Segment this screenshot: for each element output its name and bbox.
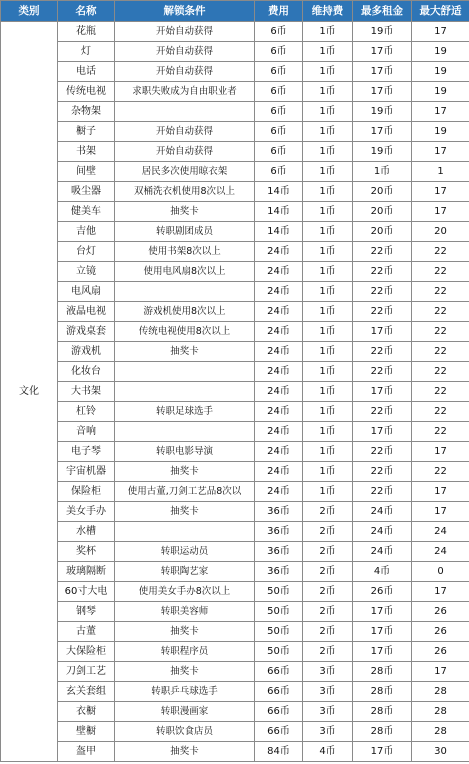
cost-cell: 6币 bbox=[255, 62, 303, 82]
table-row bbox=[1, 342, 469, 362]
upkeep-cell: 4币 bbox=[303, 742, 353, 762]
cost-cell: 36币 bbox=[255, 562, 303, 582]
max-comfort-cell: 17 bbox=[412, 662, 469, 682]
item-name-cell: 书架 bbox=[58, 142, 115, 162]
unlock-condition-cell bbox=[115, 282, 255, 302]
unlock-condition-cell: 抽奖卡 bbox=[115, 342, 255, 362]
header-cost: 费用 bbox=[255, 1, 303, 22]
item-name-cell: 大书架 bbox=[58, 382, 115, 402]
max-rent-cell: 17币 bbox=[353, 42, 412, 62]
upkeep-cell: 1币 bbox=[303, 422, 353, 442]
table-row bbox=[1, 662, 469, 682]
upkeep-cell: 3币 bbox=[303, 722, 353, 742]
unlock-condition-cell: 开始自动获得 bbox=[115, 142, 255, 162]
max-rent-cell: 22币 bbox=[353, 242, 412, 262]
table-row bbox=[1, 602, 469, 622]
table-row bbox=[1, 682, 469, 702]
table-row bbox=[1, 422, 469, 442]
category-cell: 文化 bbox=[1, 22, 58, 762]
upkeep-cell: 2币 bbox=[303, 522, 353, 542]
max-rent-cell: 17币 bbox=[353, 82, 412, 102]
table-row bbox=[1, 242, 469, 262]
unlock-condition-cell bbox=[115, 422, 255, 442]
unlock-condition-cell: 转职足球选手 bbox=[115, 402, 255, 422]
cost-cell: 24币 bbox=[255, 362, 303, 382]
max-rent-cell: 17币 bbox=[353, 382, 412, 402]
upkeep-cell: 2币 bbox=[303, 642, 353, 662]
item-name-cell: 美女手办 bbox=[58, 502, 115, 522]
item-name-cell: 宇宙机器 bbox=[58, 462, 115, 482]
max-comfort-cell: 22 bbox=[412, 262, 469, 282]
max-rent-cell: 22币 bbox=[353, 342, 412, 362]
item-name-cell: 水槽 bbox=[58, 522, 115, 542]
table-row bbox=[1, 182, 469, 202]
max-rent-cell: 24币 bbox=[353, 502, 412, 522]
item-name-cell: 保险柜 bbox=[58, 482, 115, 502]
table-body bbox=[1, 22, 469, 762]
table-row bbox=[1, 202, 469, 222]
table-row bbox=[1, 302, 469, 322]
max-comfort-cell: 26 bbox=[412, 642, 469, 662]
table-row bbox=[1, 742, 469, 762]
upkeep-cell: 2币 bbox=[303, 602, 353, 622]
cost-cell: 6币 bbox=[255, 142, 303, 162]
item-name-cell: 玄关套组 bbox=[58, 682, 115, 702]
upkeep-cell: 2币 bbox=[303, 502, 353, 522]
item-name-cell: 玻璃隔断 bbox=[58, 562, 115, 582]
unlock-condition-cell: 抽奖卡 bbox=[115, 662, 255, 682]
upkeep-cell: 1币 bbox=[303, 262, 353, 282]
item-name-cell: 奖杯 bbox=[58, 542, 115, 562]
unlock-condition-cell: 传统电视使用8次以上 bbox=[115, 322, 255, 342]
max-comfort-cell: 24 bbox=[412, 542, 469, 562]
max-rent-cell: 20币 bbox=[353, 202, 412, 222]
max-rent-cell: 17币 bbox=[353, 742, 412, 762]
unlock-condition-cell: 转职饮食店员 bbox=[115, 722, 255, 742]
max-rent-cell: 20币 bbox=[353, 222, 412, 242]
max-comfort-cell: 22 bbox=[412, 242, 469, 262]
unlock-condition-cell: 求职失败成为自由职业者 bbox=[115, 82, 255, 102]
max-comfort-cell: 17 bbox=[412, 22, 469, 42]
item-name-cell: 传统电视 bbox=[58, 82, 115, 102]
cost-cell: 50币 bbox=[255, 582, 303, 602]
max-comfort-cell: 17 bbox=[412, 502, 469, 522]
table-row bbox=[1, 522, 469, 542]
upkeep-cell: 1币 bbox=[303, 142, 353, 162]
max-rent-cell: 19币 bbox=[353, 22, 412, 42]
item-name-cell: 杂物架 bbox=[58, 102, 115, 122]
max-rent-cell: 28币 bbox=[353, 682, 412, 702]
cost-cell: 6币 bbox=[255, 162, 303, 182]
max-comfort-cell: 26 bbox=[412, 622, 469, 642]
unlock-condition-cell: 转职漫画家 bbox=[115, 702, 255, 722]
unlock-condition-cell: 使用书架8次以上 bbox=[115, 242, 255, 262]
unlock-condition-cell: 使用美女手办8次以上 bbox=[115, 582, 255, 602]
max-comfort-cell: 24 bbox=[412, 522, 469, 542]
header-name: 名称 bbox=[58, 1, 115, 22]
upkeep-cell: 1币 bbox=[303, 322, 353, 342]
max-rent-cell: 26币 bbox=[353, 582, 412, 602]
max-rent-cell: 22币 bbox=[353, 362, 412, 382]
unlock-condition-cell: 抽奖卡 bbox=[115, 502, 255, 522]
max-rent-cell: 22币 bbox=[353, 482, 412, 502]
upkeep-cell: 3币 bbox=[303, 682, 353, 702]
upkeep-cell: 1币 bbox=[303, 42, 353, 62]
max-comfort-cell: 17 bbox=[412, 582, 469, 602]
table-row bbox=[1, 162, 469, 182]
max-rent-cell: 1币 bbox=[353, 162, 412, 182]
item-name-cell: 壁橱 bbox=[58, 722, 115, 742]
upkeep-cell: 1币 bbox=[303, 342, 353, 362]
upkeep-cell: 1币 bbox=[303, 122, 353, 142]
max-rent-cell: 17币 bbox=[353, 422, 412, 442]
item-name-cell: 60寸大电 bbox=[58, 582, 115, 602]
max-comfort-cell: 17 bbox=[412, 142, 469, 162]
upkeep-cell: 1币 bbox=[303, 402, 353, 422]
header-upkeep: 维持费 bbox=[303, 1, 353, 22]
upkeep-cell: 1币 bbox=[303, 102, 353, 122]
max-rent-cell: 28币 bbox=[353, 662, 412, 682]
unlock-condition-cell bbox=[115, 522, 255, 542]
upkeep-cell: 1币 bbox=[303, 282, 353, 302]
upkeep-cell: 1币 bbox=[303, 202, 353, 222]
max-rent-cell: 17币 bbox=[353, 122, 412, 142]
item-name-cell: 杠铃 bbox=[58, 402, 115, 422]
cost-cell: 14币 bbox=[255, 202, 303, 222]
table-row bbox=[1, 22, 469, 42]
upkeep-cell: 1币 bbox=[303, 362, 353, 382]
item-name-cell: 化妆台 bbox=[58, 362, 115, 382]
unlock-condition-cell: 居民多次使用晾衣架 bbox=[115, 162, 255, 182]
max-comfort-cell: 22 bbox=[412, 422, 469, 442]
upkeep-cell: 1币 bbox=[303, 462, 353, 482]
upkeep-cell: 2币 bbox=[303, 562, 353, 582]
table-row bbox=[1, 702, 469, 722]
max-comfort-cell: 17 bbox=[412, 182, 469, 202]
max-rent-cell: 20币 bbox=[353, 182, 412, 202]
cost-cell: 6币 bbox=[255, 42, 303, 62]
upkeep-cell: 2币 bbox=[303, 582, 353, 602]
max-comfort-cell: 28 bbox=[412, 702, 469, 722]
upkeep-cell: 2币 bbox=[303, 542, 353, 562]
max-comfort-cell: 22 bbox=[412, 302, 469, 322]
max-comfort-cell: 19 bbox=[412, 82, 469, 102]
cost-cell: 24币 bbox=[255, 302, 303, 322]
item-name-cell: 电话 bbox=[58, 62, 115, 82]
upkeep-cell: 3币 bbox=[303, 662, 353, 682]
table-row bbox=[1, 442, 469, 462]
unlock-condition-cell: 转职陶艺家 bbox=[115, 562, 255, 582]
table-row bbox=[1, 562, 469, 582]
max-rent-cell: 17币 bbox=[353, 322, 412, 342]
upkeep-cell: 1币 bbox=[303, 22, 353, 42]
max-comfort-cell: 22 bbox=[412, 322, 469, 342]
cost-cell: 24币 bbox=[255, 462, 303, 482]
max-comfort-cell: 19 bbox=[412, 42, 469, 62]
upkeep-cell: 3币 bbox=[303, 702, 353, 722]
item-name-cell: 衣橱 bbox=[58, 702, 115, 722]
item-name-cell: 液晶电视 bbox=[58, 302, 115, 322]
max-rent-cell: 24币 bbox=[353, 522, 412, 542]
item-name-cell: 大保险柜 bbox=[58, 642, 115, 662]
unlock-condition-cell: 开始自动获得 bbox=[115, 62, 255, 82]
unlock-condition-cell: 转职乒乓球选手 bbox=[115, 682, 255, 702]
max-comfort-cell: 17 bbox=[412, 442, 469, 462]
table-row bbox=[1, 542, 469, 562]
table-row bbox=[1, 582, 469, 602]
unlock-condition-cell: 转职剧团成员 bbox=[115, 222, 255, 242]
cost-cell: 24币 bbox=[255, 422, 303, 442]
item-name-cell: 吉他 bbox=[58, 222, 115, 242]
upkeep-cell: 1币 bbox=[303, 482, 353, 502]
unlock-condition-cell bbox=[115, 102, 255, 122]
unlock-condition-cell: 开始自动获得 bbox=[115, 42, 255, 62]
item-name-cell: 间壁 bbox=[58, 162, 115, 182]
table-row bbox=[1, 622, 469, 642]
table-row bbox=[1, 62, 469, 82]
table-row bbox=[1, 102, 469, 122]
max-comfort-cell: 20 bbox=[412, 222, 469, 242]
cost-cell: 24币 bbox=[255, 282, 303, 302]
max-comfort-cell: 1 bbox=[412, 162, 469, 182]
cost-cell: 6币 bbox=[255, 102, 303, 122]
item-name-cell: 台灯 bbox=[58, 242, 115, 262]
upkeep-cell: 2币 bbox=[303, 622, 353, 642]
max-comfort-cell: 19 bbox=[412, 122, 469, 142]
max-comfort-cell: 22 bbox=[412, 362, 469, 382]
table-row bbox=[1, 142, 469, 162]
table-row bbox=[1, 82, 469, 102]
cost-cell: 24币 bbox=[255, 442, 303, 462]
upkeep-cell: 1币 bbox=[303, 182, 353, 202]
item-name-cell: 刀剑工艺 bbox=[58, 662, 115, 682]
max-comfort-cell: 17 bbox=[412, 482, 469, 502]
cost-cell: 24币 bbox=[255, 482, 303, 502]
table-row bbox=[1, 482, 469, 502]
cost-cell: 14币 bbox=[255, 222, 303, 242]
item-name-cell: 健美车 bbox=[58, 202, 115, 222]
max-comfort-cell: 22 bbox=[412, 282, 469, 302]
header-max-comfort: 最大舒适 bbox=[412, 1, 469, 22]
cost-cell: 24币 bbox=[255, 402, 303, 422]
max-rent-cell: 24币 bbox=[353, 542, 412, 562]
item-name-cell: 音响 bbox=[58, 422, 115, 442]
cost-cell: 24币 bbox=[255, 382, 303, 402]
item-name-cell: 橱子 bbox=[58, 122, 115, 142]
max-comfort-cell: 30 bbox=[412, 742, 469, 762]
max-comfort-cell: 22 bbox=[412, 382, 469, 402]
table-row bbox=[1, 502, 469, 522]
max-rent-cell: 22币 bbox=[353, 462, 412, 482]
unlock-condition-cell: 游戏机使用8次以上 bbox=[115, 302, 255, 322]
max-rent-cell: 22币 bbox=[353, 442, 412, 462]
max-rent-cell: 17币 bbox=[353, 642, 412, 662]
header-condition: 解锁条件 bbox=[115, 1, 255, 22]
unlock-condition-cell: 抽奖卡 bbox=[115, 742, 255, 762]
upkeep-cell: 1币 bbox=[303, 382, 353, 402]
cost-cell: 24币 bbox=[255, 262, 303, 282]
unlock-condition-cell: 转职美容师 bbox=[115, 602, 255, 622]
max-comfort-cell: 19 bbox=[412, 62, 469, 82]
table-row bbox=[1, 402, 469, 422]
upkeep-cell: 1币 bbox=[303, 442, 353, 462]
unlock-condition-cell: 使用电风扇8次以上 bbox=[115, 262, 255, 282]
cost-cell: 24币 bbox=[255, 322, 303, 342]
cost-cell: 50币 bbox=[255, 642, 303, 662]
unlock-condition-cell: 转职运动员 bbox=[115, 542, 255, 562]
cost-cell: 6币 bbox=[255, 122, 303, 142]
table-row bbox=[1, 642, 469, 662]
table-row bbox=[1, 462, 469, 482]
item-name-cell: 灯 bbox=[58, 42, 115, 62]
table-row bbox=[1, 282, 469, 302]
upkeep-cell: 1币 bbox=[303, 82, 353, 102]
max-rent-cell: 28币 bbox=[353, 702, 412, 722]
cost-cell: 6币 bbox=[255, 82, 303, 102]
max-rent-cell: 19币 bbox=[353, 102, 412, 122]
table-row bbox=[1, 222, 469, 242]
cost-cell: 66币 bbox=[255, 662, 303, 682]
max-rent-cell: 22币 bbox=[353, 302, 412, 322]
item-name-cell: 盔甲 bbox=[58, 742, 115, 762]
item-name-cell: 钢琴 bbox=[58, 602, 115, 622]
max-rent-cell: 17币 bbox=[353, 602, 412, 622]
max-comfort-cell: 26 bbox=[412, 602, 469, 622]
unlock-condition-cell: 转职程序员 bbox=[115, 642, 255, 662]
max-rent-cell: 22币 bbox=[353, 262, 412, 282]
table-row bbox=[1, 382, 469, 402]
table-row bbox=[1, 122, 469, 142]
cost-cell: 50币 bbox=[255, 622, 303, 642]
max-rent-cell: 28币 bbox=[353, 722, 412, 742]
table-row bbox=[1, 322, 469, 342]
upkeep-cell: 1币 bbox=[303, 222, 353, 242]
cost-cell: 66币 bbox=[255, 702, 303, 722]
item-name-cell: 古董 bbox=[58, 622, 115, 642]
max-rent-cell: 17币 bbox=[353, 62, 412, 82]
max-rent-cell: 19币 bbox=[353, 142, 412, 162]
max-comfort-cell: 22 bbox=[412, 462, 469, 482]
cost-cell: 36币 bbox=[255, 502, 303, 522]
cost-cell: 24币 bbox=[255, 342, 303, 362]
unlock-condition-cell: 抽奖卡 bbox=[115, 622, 255, 642]
cost-cell: 24币 bbox=[255, 242, 303, 262]
table-row bbox=[1, 362, 469, 382]
item-name-cell: 电子琴 bbox=[58, 442, 115, 462]
cost-cell: 84币 bbox=[255, 742, 303, 762]
unlock-condition-cell: 使用古董,刀剑工艺品8次以 bbox=[115, 482, 255, 502]
cost-cell: 66币 bbox=[255, 682, 303, 702]
upkeep-cell: 1币 bbox=[303, 162, 353, 182]
upkeep-cell: 1币 bbox=[303, 302, 353, 322]
cost-cell: 66币 bbox=[255, 722, 303, 742]
item-name-cell: 游戏机 bbox=[58, 342, 115, 362]
item-name-cell: 电风扇 bbox=[58, 282, 115, 302]
unlock-condition-cell: 双桶洗衣机使用8次以上 bbox=[115, 182, 255, 202]
item-name-cell: 吸尘器 bbox=[58, 182, 115, 202]
item-name-cell: 立镜 bbox=[58, 262, 115, 282]
max-rent-cell: 22币 bbox=[353, 282, 412, 302]
unlock-condition-cell: 抽奖卡 bbox=[115, 202, 255, 222]
table-row bbox=[1, 262, 469, 282]
unlock-condition-cell: 转职电影导演 bbox=[115, 442, 255, 462]
cost-cell: 6币 bbox=[255, 22, 303, 42]
max-comfort-cell: 28 bbox=[412, 682, 469, 702]
max-rent-cell: 22币 bbox=[353, 402, 412, 422]
upkeep-cell: 1币 bbox=[303, 242, 353, 262]
upkeep-cell: 1币 bbox=[303, 62, 353, 82]
cost-cell: 36币 bbox=[255, 542, 303, 562]
cost-cell: 36币 bbox=[255, 522, 303, 542]
max-comfort-cell: 17 bbox=[412, 202, 469, 222]
unlock-condition-cell: 抽奖卡 bbox=[115, 462, 255, 482]
table-row bbox=[1, 42, 469, 62]
max-rent-cell: 17币 bbox=[353, 622, 412, 642]
header-category: 类别 bbox=[1, 1, 58, 22]
max-comfort-cell: 22 bbox=[412, 402, 469, 422]
unlock-condition-cell bbox=[115, 362, 255, 382]
max-comfort-cell: 28 bbox=[412, 722, 469, 742]
max-comfort-cell: 17 bbox=[412, 102, 469, 122]
cost-cell: 14币 bbox=[255, 182, 303, 202]
max-rent-cell: 4币 bbox=[353, 562, 412, 582]
unlock-condition-cell bbox=[115, 382, 255, 402]
max-comfort-cell: 22 bbox=[412, 342, 469, 362]
item-name-cell: 花瓶 bbox=[58, 22, 115, 42]
cost-cell: 50币 bbox=[255, 602, 303, 622]
item-name-cell: 游戏桌套 bbox=[58, 322, 115, 342]
max-comfort-cell: 0 bbox=[412, 562, 469, 582]
header-max-rent: 最多租金 bbox=[353, 1, 412, 22]
header-row bbox=[1, 1, 469, 22]
unlock-condition-cell: 开始自动获得 bbox=[115, 122, 255, 142]
unlock-condition-cell: 开始自动获得 bbox=[115, 22, 255, 42]
table-row bbox=[1, 722, 469, 742]
